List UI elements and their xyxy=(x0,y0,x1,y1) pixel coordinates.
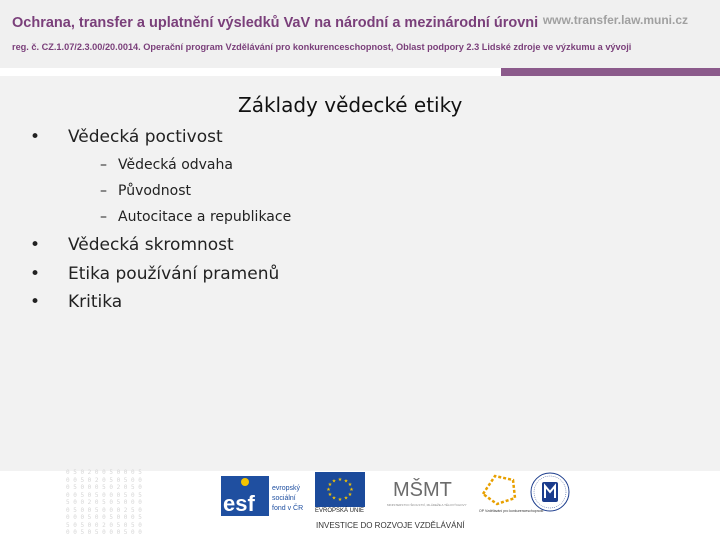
dash-glyph: – xyxy=(100,209,107,225)
decorative-pattern: 0 5 0 2 0 0 5 0 0 0 5 0 0 5 0 2 0 5 0 5 0 0 0 5 0 0 0 5 0 2 0 5 0 0 0 5 0 5 0 0 0 5 0 5 5 0 0 2 0 5 0 5 0 0 0 0 5 0 0 5 0 0 0 2 5 0 0 0 0 5 0 0 5 0 0 0 5 5 0 5 0 0 2 0 5 0 5 0 0 0 5 0 5 0 0 0 5 0 0 xyxy=(66,469,142,536)
esf-logo-text-line: evropský xyxy=(272,485,301,492)
bullet-glyph: • xyxy=(30,235,41,255)
svg-text:★: ★ xyxy=(327,482,333,488)
bullet-glyph: • xyxy=(30,292,41,312)
msmt-logo xyxy=(387,470,467,510)
svg-text:★: ★ xyxy=(327,492,333,498)
project-url: www.transfer.law.muni.cz xyxy=(542,13,688,27)
svg-text:★: ★ xyxy=(326,487,331,493)
project-title: Ochrana, transfer a uplatnění výsledků VaV na národní a mezinárodní úrovni xyxy=(12,15,539,31)
eu-flag-logo xyxy=(315,472,365,507)
bullet-item xyxy=(30,264,279,284)
msmt-logo-text: MINISTERSTVO ŠKOLSTVÍ, MLÁDEŽE A TĚLOVÝCHOVY xyxy=(387,503,467,507)
eu-label: EVROPSKÁ UNIE xyxy=(315,508,365,514)
sub-bullet-item xyxy=(100,183,191,199)
op-vzdelavani-logo xyxy=(475,470,544,514)
svg-text:★: ★ xyxy=(347,492,353,498)
svg-text:★: ★ xyxy=(337,477,343,483)
header-accent-bar xyxy=(501,68,720,76)
bullet-glyph: • xyxy=(30,264,41,284)
op-logo-shape xyxy=(483,476,515,504)
svg-text:★: ★ xyxy=(347,482,353,488)
bullet-text: Etika používání pramenů xyxy=(68,264,280,284)
svg-text:★: ★ xyxy=(349,487,354,493)
bullet-text: Vědecká skromnost xyxy=(68,235,234,255)
esf-logo-word: esf xyxy=(223,491,255,516)
op-logo-text: OP Vzdělávání pro konkurenceschopnost xyxy=(479,509,544,513)
header-divider xyxy=(0,68,501,76)
sub-bullet-item xyxy=(100,209,291,225)
header-banner xyxy=(0,0,720,68)
project-subtitle: reg. č. CZ.1.07/2.3.00/20.0014. Operační program Vzdělávání pro konkurenceschopnost, Oblast podpory 2.3 Lidské zdroje ve výzkumu a vývoji xyxy=(12,42,632,52)
svg-text:★: ★ xyxy=(343,478,349,485)
svg-text:★: ★ xyxy=(343,495,349,502)
bullet-item xyxy=(30,292,122,312)
esf-logo xyxy=(221,476,309,516)
bullet-text: Kritika xyxy=(68,292,123,312)
bullet-glyph: • xyxy=(30,127,41,147)
dash-glyph: – xyxy=(100,157,107,173)
msmt-logo-word: MŠMT xyxy=(393,479,452,501)
sub-bullet-text: Vědecká odvaha xyxy=(118,157,233,173)
sub-bullet-text: Původnost xyxy=(118,183,192,199)
dash-glyph: – xyxy=(100,183,107,199)
bullet-item xyxy=(30,235,234,255)
bullet-text: Vědecká poctivost xyxy=(68,127,223,147)
esf-logo-text-line: sociální xyxy=(272,495,296,502)
esf-logo-sun xyxy=(241,478,249,486)
svg-text:★: ★ xyxy=(331,478,337,485)
svg-text:★: ★ xyxy=(337,497,343,503)
sub-bullet-text: Autocitace a republikace xyxy=(118,209,292,225)
muni-seal-logo xyxy=(528,468,572,514)
bullet-item xyxy=(30,127,223,147)
slide-title: Základy vědecké etiky xyxy=(238,93,463,117)
investice-slogan: INVESTICE DO ROZVOJE VZDĚLÁVÁNÍ xyxy=(316,521,465,530)
svg-text:★: ★ xyxy=(331,495,337,502)
esf-logo-text-line: fond v ČR xyxy=(272,505,304,512)
sub-bullet-item xyxy=(100,157,233,173)
